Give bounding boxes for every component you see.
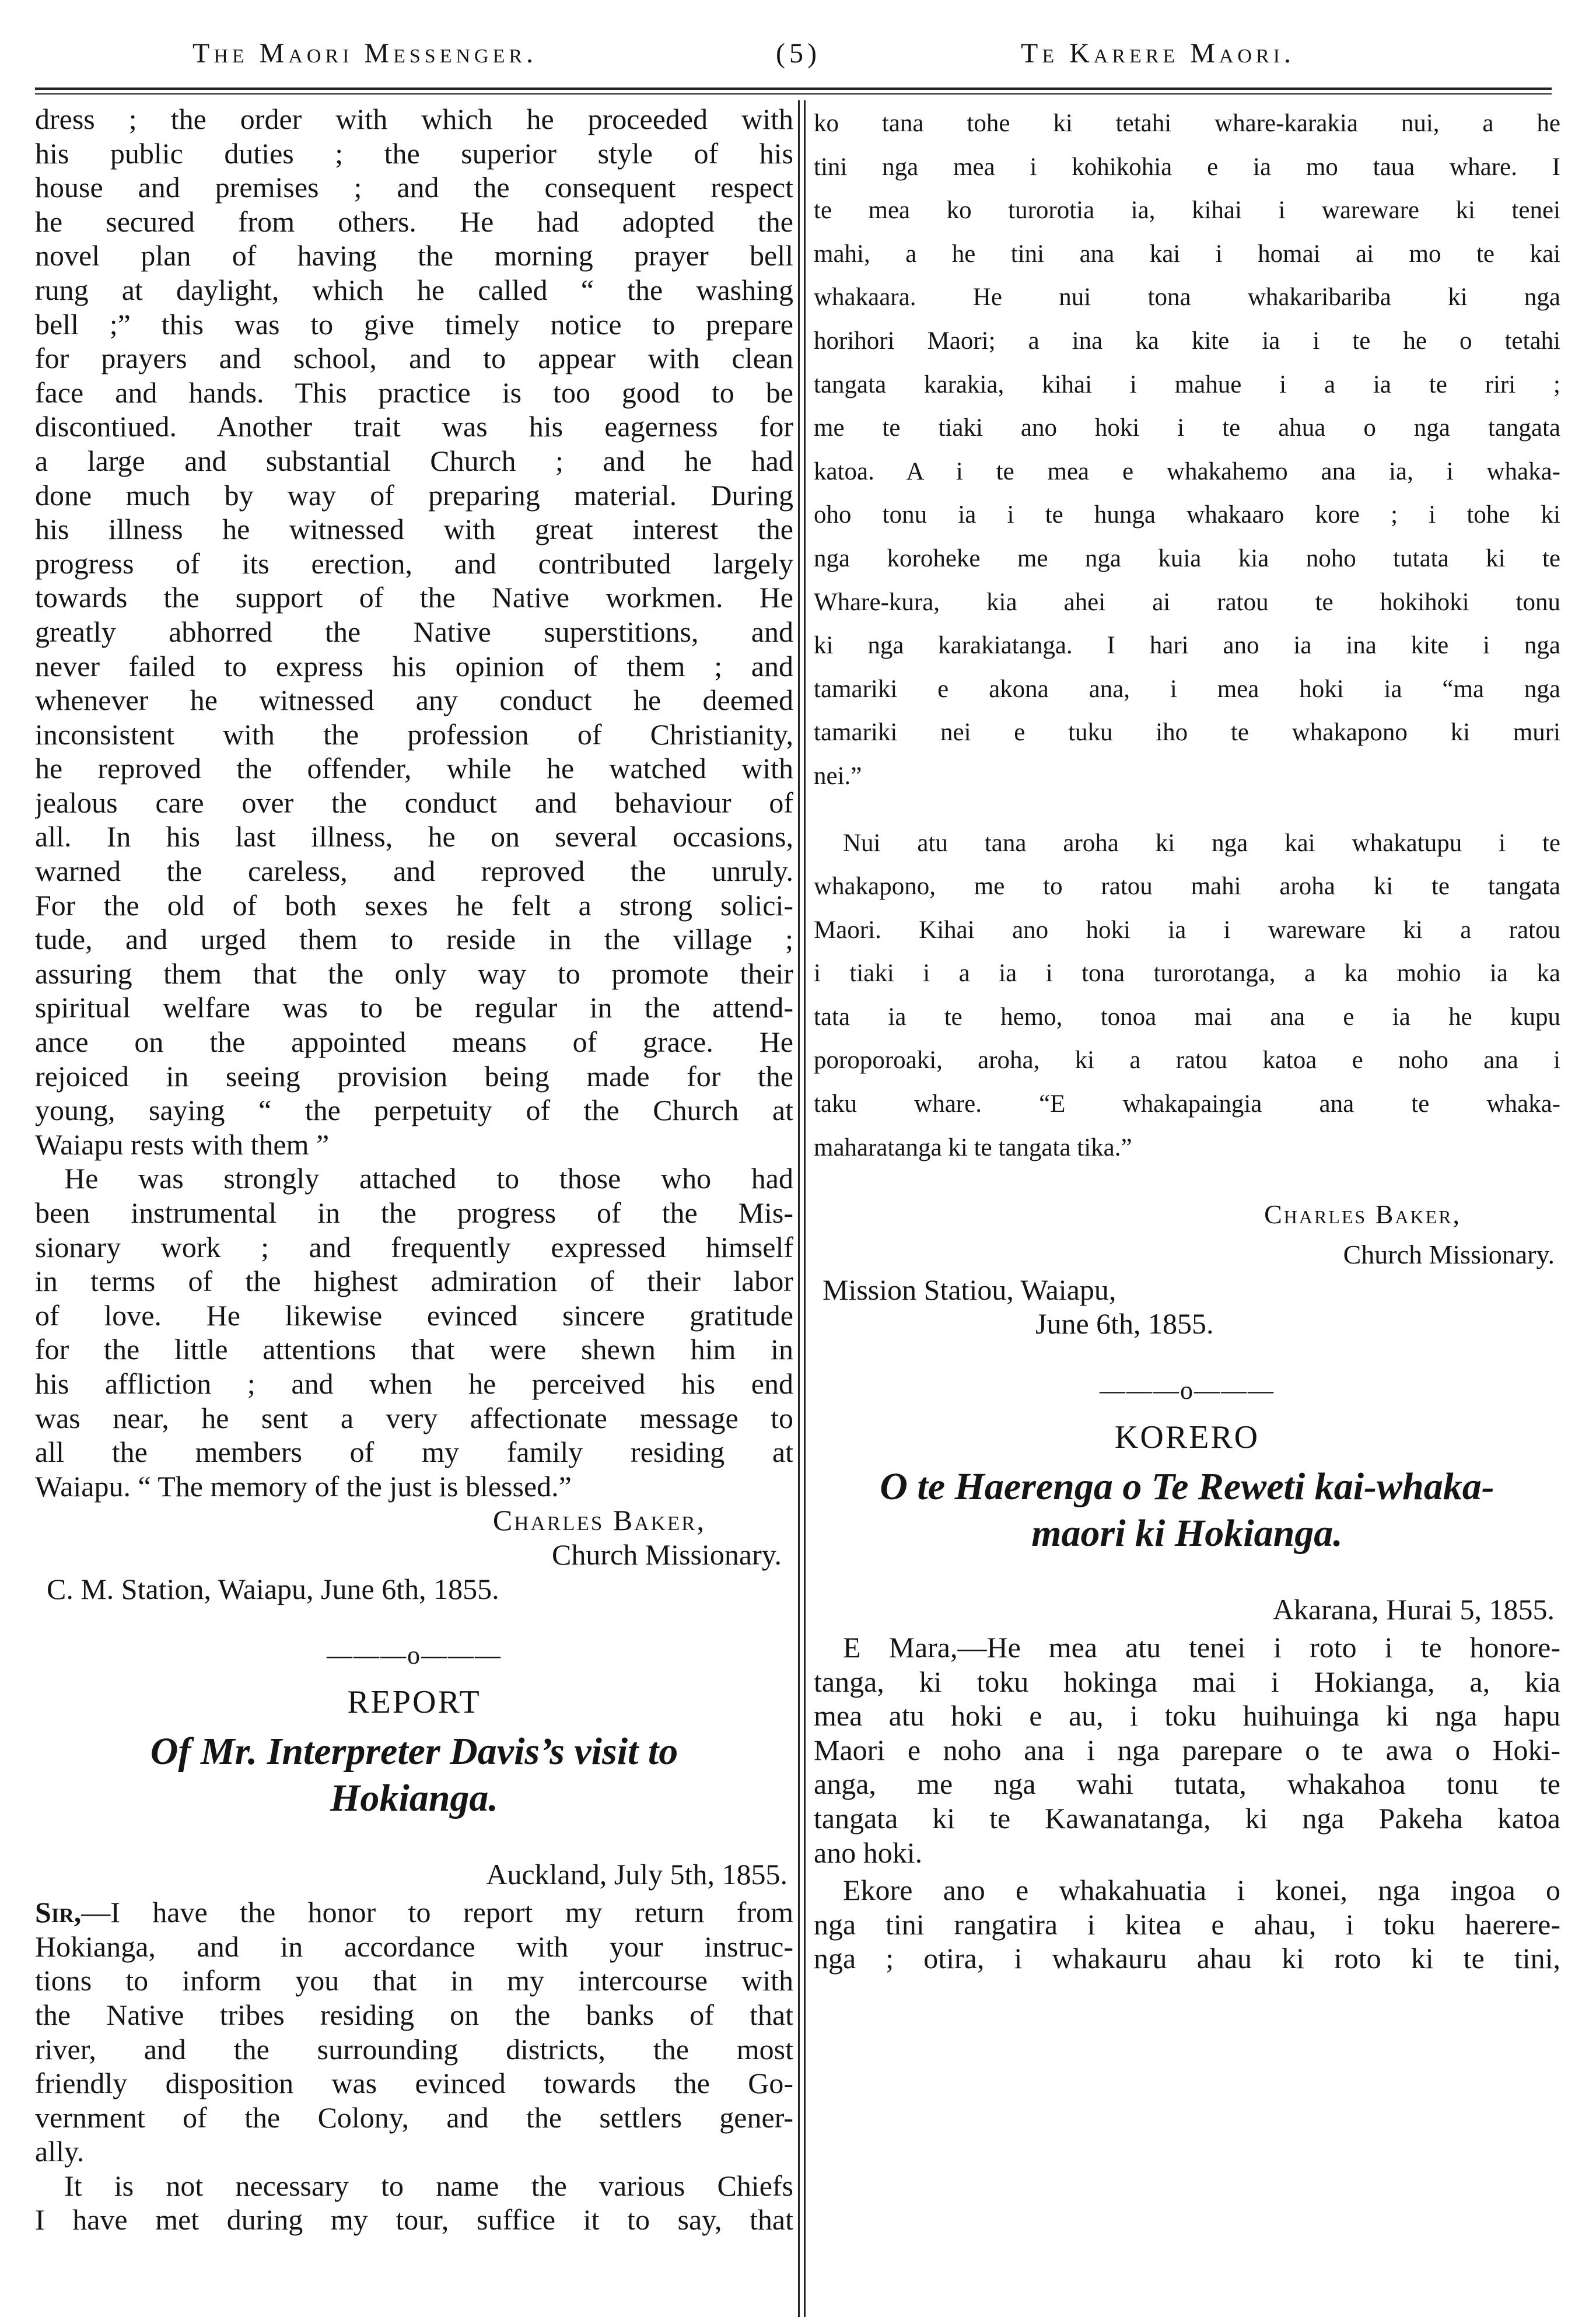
korero-dateline: Akarana, Hurai 5, 1855.: [1272, 1593, 1555, 1626]
station-line: C. M. Station, Waiapu, June 6th, 1855.: [47, 1572, 499, 1605]
text-line: the Native tribes residing on the banks of that: [35, 1998, 793, 2031]
text-line: Hokianga, and in accordance with your instruc-: [35, 1930, 793, 1963]
text-line: poroporoaki, aroha, ki a ratou katoa e noho ana i: [814, 1046, 1560, 1074]
text-line: tamariki nei e tuku iho te whakapono ki muri: [814, 719, 1560, 747]
text-line: Nui atu tana aroha ki nga kai whakatupu i te: [843, 829, 1560, 857]
text-line: anga, me nga wahi tutata, whakahoa tonu te: [814, 1768, 1560, 1801]
text-line: oho tonu ia i te hunga whakaaro kore ; i tohe ki: [814, 501, 1560, 529]
text-line: tangata karakia, kihai i mahue i a ia te riri ;: [814, 370, 1560, 398]
text-line: been instrumental in the progress of the Mis-: [35, 1196, 793, 1229]
text-line: nei.”: [814, 762, 862, 790]
report-line: —I have the honor to report my return from: [81, 1896, 793, 1929]
text-line: young, saying “ the perpetuity of the Church at: [35, 1094, 793, 1127]
signature-title: Church Missionary.: [552, 1538, 782, 1571]
text-line: mahi, a he tini ana kai i homai ai mo te kai: [814, 240, 1560, 268]
korero-subtitle-line: maori ki Hokianga.: [1031, 1512, 1343, 1555]
salutation: Sir,: [35, 1896, 82, 1929]
page-number: (5): [776, 38, 821, 69]
text-line: horihori Maori; a ina ka kite ia i te he o tetahi: [814, 327, 1560, 355]
masthead: [52, 21, 1558, 79]
text-line: whakapono, me to ratou mahi aroha ki te tangata: [814, 873, 1560, 901]
text-line: all the members of my family residing at: [35, 1436, 793, 1469]
text-line: never failed to express his opinion of them ; and: [35, 649, 793, 682]
text-line: katoa. A i te mea e whakahemo ana ia, i whaka-: [814, 457, 1560, 485]
report-first-paragraph: [35, 1895, 793, 2169]
text-line: nga ; otira, i whakauru ahau ki roto ki te tini,: [814, 1942, 1560, 1975]
text-line: maharatanga ki te tangata tika.”: [814, 1133, 1132, 1161]
maori-column: [814, 102, 1560, 2313]
text-line: Whare-kura, kia ahei ai ratou te hokihoki tonu: [814, 588, 1560, 616]
text-line: nga tini rangatira i kitea e ahau, i toku haerere-: [814, 1908, 1560, 1941]
text-line: novel plan of having the morning prayer bell: [35, 239, 793, 272]
text-line: taku whare. “E whakapaingia ana te whaka-: [814, 1090, 1560, 1118]
obituary-second-paragraph: [35, 1161, 793, 1503]
text-line: ally.: [35, 2135, 85, 2168]
signature-name: Charles Baker,: [492, 1504, 706, 1537]
section-ornament: ———o———: [327, 1641, 502, 1670]
korero-second-paragraph: [814, 1873, 1560, 1976]
text-line: rejoiced in seeing provision being made for the: [35, 1059, 793, 1093]
text-line: ki nga karakiatanga. I hari ano ia ina kite i nga: [814, 632, 1560, 660]
masthead-english-title: The Maori Messenger.: [192, 38, 538, 69]
text-line: for the little attentions that were shewn him in: [35, 1333, 793, 1366]
text-line: ko tana tohe ki tetahi whare-karakia nui, a he: [814, 110, 1560, 137]
text-line: sionary work ; and frequently expressed himself: [35, 1230, 793, 1264]
text-line: tanga, ki toku hokinga mai i Hokianga, a, kia: [814, 1665, 1560, 1698]
text-line: his public duties ; the superior style of his: [35, 136, 793, 170]
text-line: bell ;” this was to give timely notice to prepare: [35, 307, 793, 341]
masthead-rule: [35, 88, 1552, 90]
text-line: E Mara,—He mea atu tenei i roto i te honore-: [843, 1631, 1560, 1664]
text-line: I have met during my tour, suffice it to say, that: [35, 2203, 793, 2236]
column-divider: [798, 100, 800, 2317]
korero-subtitle-line: O te Haerenga o Te Reweti kai-whaka-: [880, 1465, 1494, 1508]
korero-heading: KORERO: [1114, 1419, 1260, 1456]
text-line: He was strongly attached to those who had: [64, 1162, 793, 1195]
text-line: vernment of the Colony, and the settlers gener-: [35, 2101, 793, 2134]
korero-subtitle: [814, 1464, 1560, 1557]
text-line: house and premises ; and the consequent respect: [35, 171, 793, 204]
text-line: tangata ki te Kawanatanga, ki nga Pakeha katoa: [814, 1802, 1560, 1835]
text-line: a large and substantial Church ; and he had: [35, 444, 793, 477]
text-line: dress ; the order with which he proceeded with: [35, 103, 793, 135]
text-line: face and hands. This practice is too good to be: [35, 376, 793, 409]
text-line: Ekore ano e whakahuatia i konei, nga ingoa o: [843, 1874, 1560, 1907]
text-line: progress of its erection, and contributed largely: [35, 547, 793, 580]
text-line: in terms of the highest admiration of their labor: [35, 1265, 793, 1298]
text-line: me te tiaki ano hoki i te ahua o nga tangata: [814, 414, 1560, 442]
maori-station-line: Mission Statiou, Waiapu,: [822, 1273, 1116, 1306]
text-line: Waiapu rests with them ”: [35, 1128, 330, 1161]
obituary-continuation: [35, 102, 793, 1161]
masthead-maori-title: Te Karere Maori.: [1021, 38, 1295, 69]
text-line: nga koroheke me nga kuia kia noho tutata ki te: [814, 544, 1560, 572]
text-line: warned the careless, and reproved the unruly.: [35, 855, 793, 888]
text-line: te mea ko turorotia ia, kihai i wareware ki tenei: [814, 197, 1560, 225]
text-line: spiritual welfare was to be regular in the attend-: [35, 991, 793, 1024]
english-column: [35, 102, 793, 2313]
text-line: rung at daylight, which he called “ the washing: [35, 273, 793, 306]
text-line: mea atu hoki e au, i toku huihuinga ki nga hapu: [814, 1699, 1560, 1732]
text-line: inconsistent with the profession of Christianity,: [35, 718, 793, 751]
maori-signature-name: Charles Baker,: [1264, 1199, 1461, 1230]
maori-obituary-second-paragraph: [814, 822, 1560, 1170]
text-line: towards the support of the Native workmen. He: [35, 581, 793, 614]
text-line: he reproved the offender, while he watched with: [35, 752, 793, 785]
text-line: ance on the appointed means of grace. He: [35, 1026, 793, 1059]
report-subtitle: [35, 1728, 793, 1822]
report-subtitle-line: Of Mr. Interpreter Davis’s visit to: [150, 1730, 678, 1773]
maori-section-ornament: ———o———: [1100, 1376, 1275, 1405]
text-line: discontiued. Another trait was his eagerness for: [35, 410, 793, 443]
text-line: ano hoki.: [814, 1836, 923, 1869]
report-heading: REPORT: [347, 1684, 481, 1721]
text-line: for prayers and school, and to appear with clean: [35, 342, 793, 375]
text-line: tions to inform you that in my intercourse with: [35, 1964, 793, 1997]
text-line: whenever he witnessed any conduct he deemed: [35, 684, 793, 717]
text-line: his affliction ; and when he perceived his end: [35, 1367, 793, 1400]
text-line: greatly abhorred the Native superstitions, and: [35, 615, 793, 648]
text-line: For the old of both sexes he felt a strong solici-: [35, 888, 793, 922]
maori-station-date: June 6th, 1855.: [1035, 1307, 1214, 1340]
text-line: tude, and urged them to reside in the village ;: [35, 923, 793, 956]
maori-obituary-paragraph: [814, 102, 1560, 799]
text-line: i tiaki i a ia i tona turorotanga, a ka mohio ia ka: [814, 960, 1560, 988]
text-line: his illness he witnessed with great interest the: [35, 513, 793, 546]
maori-signature-title: Church Missionary.: [1343, 1239, 1555, 1269]
text-line: Maori. Kihai ano hoki ia i wareware ki a ratou: [814, 916, 1560, 944]
text-line: river, and the surrounding districts, the most: [35, 2032, 793, 2066]
text-line: of love. He likewise evinced sincere gratitude: [35, 1298, 793, 1332]
report-subtitle-line: Hokianga.: [330, 1777, 498, 1820]
text-line: tamariki e akona ana, i mea hoki ia “ma nga: [814, 675, 1560, 703]
report-dateline: Auckland, July 5th, 1855.: [486, 1858, 788, 1891]
text-line: was near, he sent a very affectionate message to: [35, 1401, 793, 1434]
text-line: Maori e noho ana i nga parepare o te awa o Hoki-: [814, 1733, 1560, 1766]
text-line: assuring them that the only way to promote their: [35, 957, 793, 990]
text-line: tata ia te hemo, tonoa mai ana e ia he kupu: [814, 1003, 1560, 1031]
text-line: he secured from others. He had adopted the: [35, 205, 793, 238]
report-second-paragraph: [35, 2169, 793, 2237]
text-line: friendly disposition was evinced towards the Go-: [35, 2067, 793, 2100]
text-line: tini nga mea i kohikohia e ia mo taua whare. I: [814, 153, 1560, 181]
text-line: jealous care over the conduct and behaviour of: [35, 786, 793, 819]
text-line: Waiapu. “ The memory of the just is blessed.”: [35, 1469, 572, 1503]
masthead-rule-thin: [35, 93, 1552, 94]
korero-first-paragraph: [814, 1630, 1560, 1870]
text-line: done much by way of preparing material. During: [35, 478, 793, 512]
text-line: It is not necessary to name the various Chiefs: [64, 2169, 793, 2202]
text-line: all. In his last illness, he on several occasions,: [35, 820, 793, 853]
text-line: whakaara. He nui tona whakaribariba ki nga: [814, 284, 1560, 312]
